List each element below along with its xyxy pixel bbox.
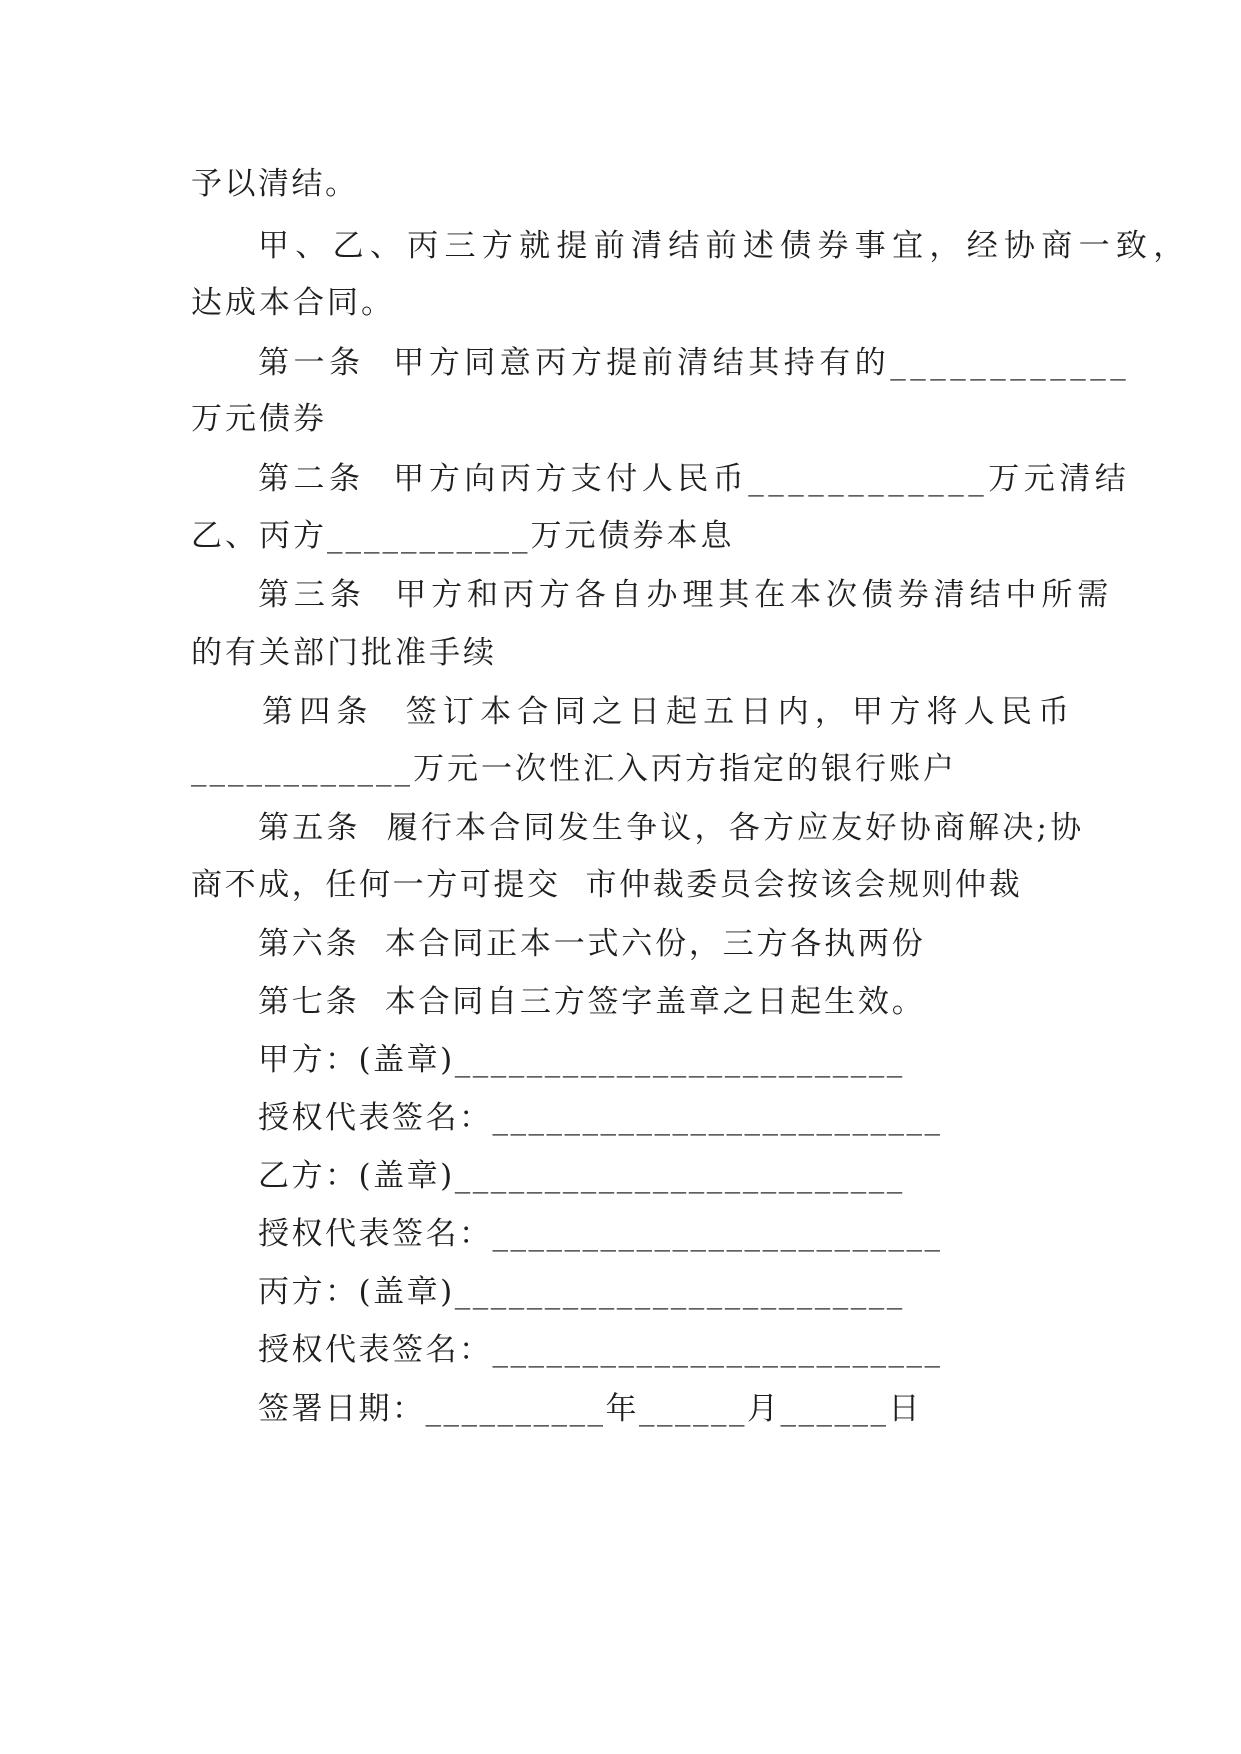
article-7: 第七条 本合同自三方签字盖章之日起生效。 xyxy=(258,984,926,1020)
text-line-preamble-end: 达成本合同。 xyxy=(191,285,395,321)
party-a-signature: 授权代表签名：_________________________ xyxy=(258,1100,943,1136)
article-5-cont: 商不成，任何一方可提交 市仲裁委员会按该会规则仲裁 xyxy=(191,867,1023,903)
party-c-seal: 丙方：(盖章)_________________________ xyxy=(258,1274,905,1310)
signing-date: 签署日期：__________年______月______日 xyxy=(258,1391,922,1427)
article-2-cont: 乙、丙方___________万元债券本息 xyxy=(191,518,735,554)
article-1-cont: 万元债券 xyxy=(191,401,327,437)
text-line-preamble: 甲、乙、丙三方就提前清结前述债券事宜，经协商一致， xyxy=(258,228,1191,264)
article-1: 第一条 甲方同意丙方提前清结其持有的____________ xyxy=(258,345,1131,381)
article-3-cont: 的有关部门批准手续 xyxy=(191,635,497,671)
article-6: 第六条 本合同正本一式六份，三方各执两份 xyxy=(258,926,926,962)
party-b-seal: 乙方：(盖章)_________________________ xyxy=(258,1158,905,1194)
article-4-cont: ____________万元一次性汇入丙方指定的银行账户 xyxy=(191,751,957,787)
party-c-signature: 授权代表签名：_________________________ xyxy=(258,1332,943,1368)
text-line-closing-clause: 予以清结。 xyxy=(191,166,359,202)
article-5: 第五条 履行本合同发生争议，各方应友好协商解决;协 xyxy=(258,810,1085,846)
article-4: 第四条 签订本合同之日起五日内，甲方将人民币 xyxy=(262,694,1076,730)
party-a-seal: 甲方：(盖章)_________________________ xyxy=(258,1042,905,1078)
party-b-signature: 授权代表签名：_________________________ xyxy=(258,1216,943,1252)
article-3: 第三条 甲方和丙方各自办理其在本次债券清结中所需 xyxy=(258,577,1114,613)
article-2: 第二条 甲方向丙方支付人民币____________万元清结 xyxy=(258,461,1131,497)
